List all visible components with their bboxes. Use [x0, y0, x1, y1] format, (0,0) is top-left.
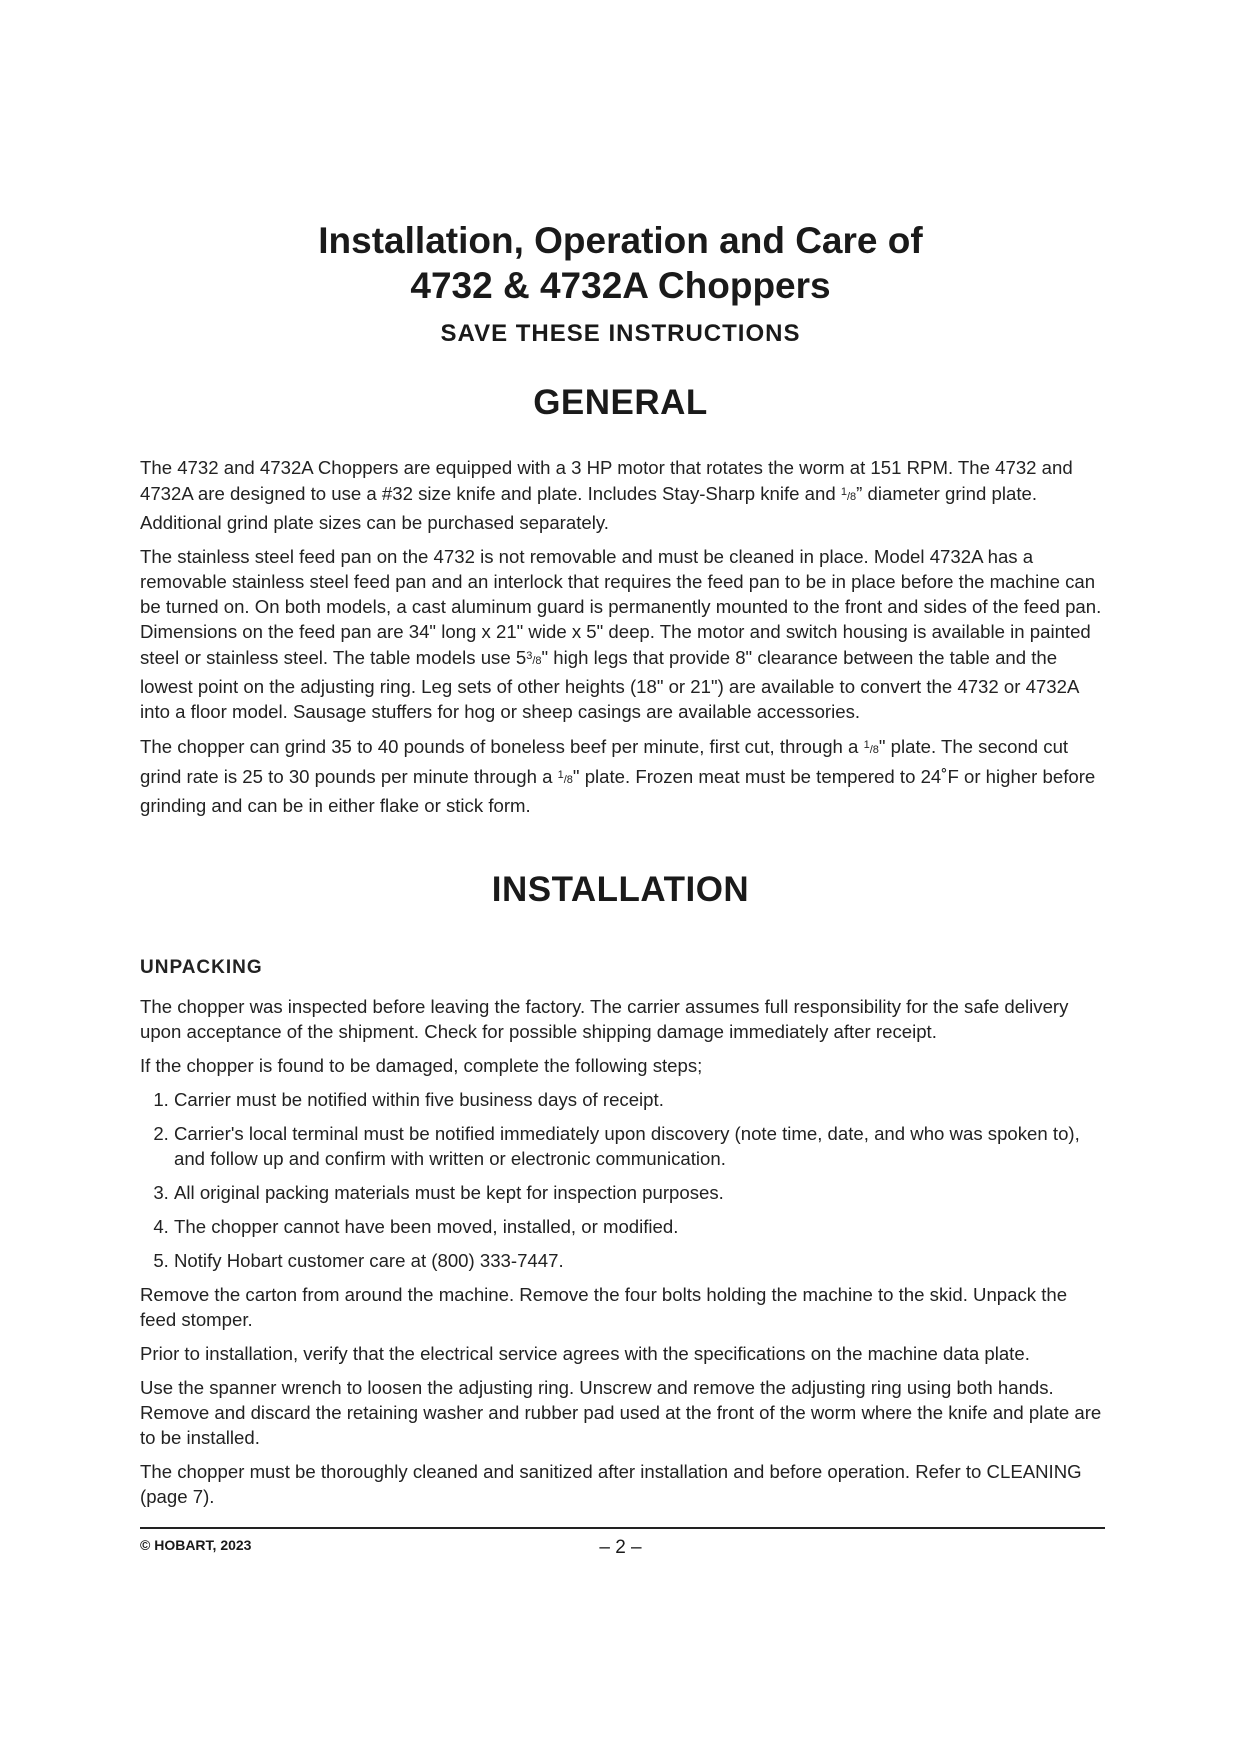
fraction-denominator: 8	[566, 774, 573, 786]
document-title-line2: 4732 & 4732A Choppers	[410, 265, 831, 306]
document-title-line1: Installation, Operation and Care of	[318, 220, 923, 261]
fraction-denominator: 8	[850, 491, 857, 503]
fraction-numerator: 3	[526, 650, 533, 662]
general-paragraph-1: The 4732 and 4732A Choppers are equipped with a 3 HP motor that rotates the worm at 151 RPM. The 4732 and 4732A are designed to use a #32 size knife and plate. Includes Stay-Sharp knife and $^1$/8” diameter grind plate. Additional grind plate sizes can be purchased separately.	[140, 457, 1073, 533]
fraction-numerator: 1	[557, 769, 564, 781]
subheading-unpacking: UNPACKING	[140, 957, 263, 978]
section-heading-general: GENERAL	[533, 383, 708, 422]
footer-page-number: – 2 –	[599, 1537, 642, 1558]
fraction-numerator: 1	[863, 739, 870, 751]
section-heading-installation: INSTALLATION	[491, 870, 750, 909]
damage-steps-list	[140, 1087, 1105, 1273]
fraction-numerator: 1	[840, 486, 847, 498]
document-subtitle: SAVE THESE INSTRUCTIONS	[440, 320, 801, 347]
general-p3-text-c: " plate. Frozen meat must be tempered to 24˚F or higher before grinding and can be in either flake or stick form.	[140, 766, 1096, 816]
list-item: 1. Carrier must be notified within five business days of receipt.	[174, 1087, 1105, 1112]
general-section-body	[140, 455, 1105, 827]
general-p3-text-b: " plate. The second cut grind rate is 25 to 30 pounds per minute through a	[140, 736, 1069, 787]
list-item: 5. Notify Hobart customer care at (800) 333-7447.	[174, 1248, 1105, 1273]
unpacking-paragraph-3: Remove the carton from around the machine. Remove the four bolts holding the machine to the skid. Unpack the feed stomper.	[140, 1284, 1068, 1330]
general-p2-text-a: The stainless steel feed pan on the 4732 is not removable and must be cleaned in place. Model 4732A has a removable stainless steel feed pan and an interlock that requires the feed pan to be in place before the machine can be turned on. On both models, a cast aluminum guard is permanently mounted to the front and sides of the feed pan. Dimensions on the feed pan are 34" long x 21" wide x 5" deep. The motor and switch housing is available in painted steel or stainless steel. The table models use 5	[140, 546, 1102, 668]
footer-copyright: © HOBART, 2023	[140, 1537, 252, 1553]
unpacking-paragraph-4: Prior to installation, verify that the electrical service agrees with the specifications on the machine data plate.	[140, 1343, 1030, 1364]
general-paragraph-3: The chopper can grind 35 to 40 pounds of boneless beef per minute, first cut, through a $^1$/8" plate. The second cut grind rate is 25 to 30 pounds per minute through a $^1$/8" plate. Frozen meat must be tempered to 24˚F or higher before grinding and can be in either flake or stick form.	[140, 736, 1096, 816]
general-p1-text-a: The 4732 and 4732A Choppers are equipped with a 3 HP motor that rotates the worm at 151 RPM. The 4732 and 4732A are designed to use a #32 size knife and plate. Includes Stay-Sharp knife and	[140, 457, 1073, 504]
unpacking-paragraph-2: If the chopper is found to be damaged, complete the following steps;	[140, 1055, 703, 1076]
unpacking-paragraph-5: Use the spanner wrench to loosen the adjusting ring. Unscrew and remove the adjusting ring using both hands. Remove and discard the retaining washer and rubber pad used at the front of the worm where the knife and plate are to be installed.	[140, 1377, 1102, 1448]
fraction-denominator: 8	[872, 744, 879, 756]
general-p1-text-b: ” diameter grind plate. Additional grind plate sizes can be purchased separately.	[140, 483, 1038, 533]
installation-section-body	[140, 955, 1105, 1518]
fraction-denominator: 8	[535, 655, 542, 667]
footer-divider	[140, 1527, 1105, 1529]
general-p2-text-b: " high legs that provide 8" clearance between the table and the lowest point on the adjusting ring. Leg sets of other heights (18" or 21") are available to convert the 4732 or 4732A into a floor model. Sausage stuffers for hog or sheep casings are available accessories.	[140, 647, 1079, 722]
list-item: 4. The chopper cannot have been moved, installed, or modified.	[174, 1214, 1105, 1239]
general-paragraph-2: The stainless steel feed pan on the 4732 is not removable and must be cleaned in place. Model 4732A has a removable stainless steel feed pan and an interlock that requires the feed pan to be in place before the machine can be turned on. On both models, a cast aluminum guard is permanently mounted to the front and sides of the feed pan. Dimensions on the feed pan are 34" long x 21" wide x 5" deep. The motor and switch housing is available in painted steel or stainless steel. The table models use $5^3/8$" high legs that provide 8" clearance between the table and the lowest point on the adjusting ring. Leg sets of other heights (18" or 21") are available to convert the 4732 or 4732A into a floor model. Sausage stuffers for hog or sheep casings are available accessories.	[140, 546, 1102, 722]
unpacking-paragraph-1: The chopper was inspected before leaving the factory. The carrier assumes full responsibility for the safe delivery upon acceptance of the shipment. Check for possible shipping damage immediately after receipt.	[140, 996, 1069, 1042]
unpacking-paragraph-6: The chopper must be thoroughly cleaned and sanitized after installation and before operation. Refer to CLEANING (page 7).	[140, 1461, 1082, 1507]
list-item: 3. All original packing materials must be kept for inspection purposes.	[174, 1180, 1105, 1205]
general-p3-text-a: The chopper can grind 35 to 40 pounds of boneless beef per minute, first cut, through a	[140, 736, 864, 757]
list-item: 2. Carrier's local terminal must be notified immediately upon discovery (note time, date, and who was spoken to), and follow up and confirm with written or electronic communication.	[174, 1121, 1105, 1171]
